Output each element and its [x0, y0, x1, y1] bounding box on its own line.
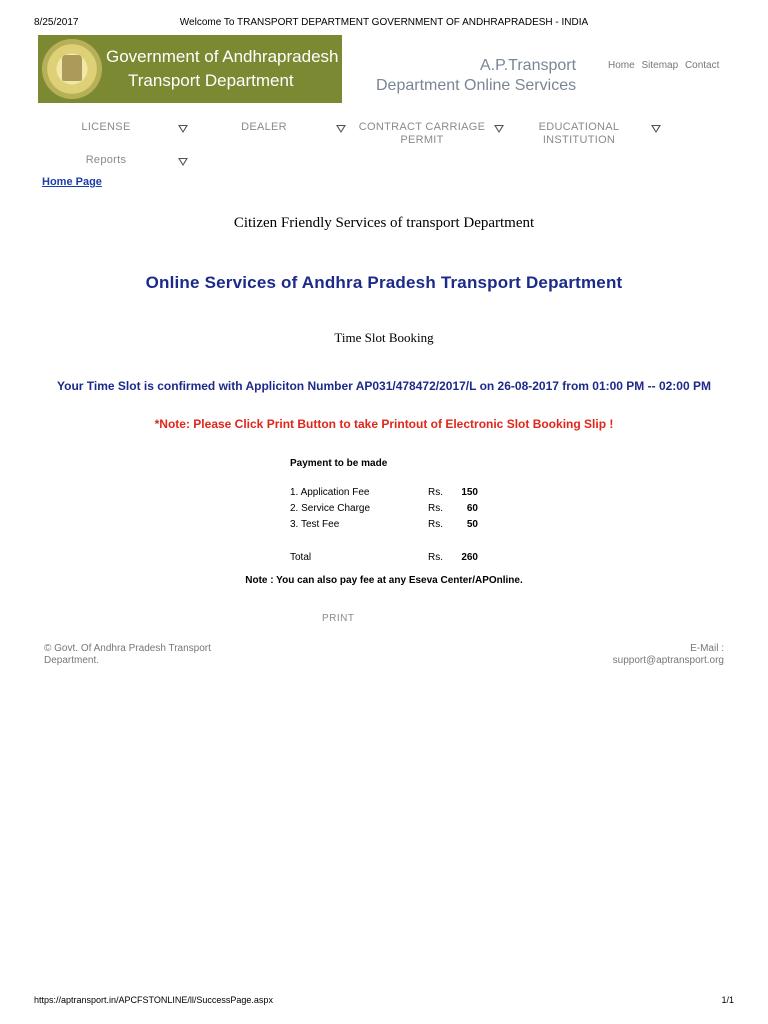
- top-links: [608, 60, 723, 71]
- logo-government-text: Government of Andhrapradesh: [106, 47, 339, 66]
- total-row: [290, 552, 478, 568]
- currency-label: Rs.: [428, 519, 443, 530]
- license-dropdown-icon[interactable]: [178, 125, 188, 133]
- currency-label: Rs.: [428, 487, 443, 498]
- dealer-dropdown-icon[interactable]: [336, 125, 346, 133]
- print-header: [34, 17, 734, 31]
- copyright-text: © Govt. Of Andhra Pradesh Transport Department.: [44, 643, 211, 666]
- slot-confirmation-message: Your Time Slot is confirmed with Appliciton Number AP031/478472/2017/L on 26-08-2017 from 01:00 PM -- 02:00 PM: [57, 379, 711, 393]
- fee-row: [290, 487, 478, 503]
- fee-label: 1. Application Fee: [290, 487, 370, 498]
- educational-institution-dropdown-icon[interactable]: [651, 125, 661, 133]
- print-page-number: 1/1: [721, 995, 734, 1005]
- menu-license[interactable]: LICENSE: [81, 121, 131, 133]
- home-link[interactable]: Home: [608, 60, 635, 71]
- sitemap-link[interactable]: Sitemap: [641, 60, 679, 71]
- time-slot-booking-title: Time Slot Booking: [334, 330, 434, 345]
- print-date: 8/25/2017: [34, 17, 79, 28]
- fee-table: [290, 487, 478, 568]
- online-services-heading: Online Services of Andhra Pradesh Transport Department: [145, 273, 623, 292]
- fee-amount: 50: [466, 519, 478, 530]
- support-email: [524, 643, 724, 667]
- menu-contract-carriage-permit[interactable]: CONTRACT CARRIAGE PERMIT: [358, 121, 486, 146]
- email-address[interactable]: support@aptransport.org: [612, 655, 724, 666]
- state-emblem-icon: [42, 39, 102, 99]
- contract-carriage-dropdown-icon[interactable]: [494, 125, 504, 133]
- logo-department-text: Transport Department: [128, 71, 294, 90]
- site-brand-line1: A.P.Transport: [480, 57, 577, 74]
- menu-educational-institution[interactable]: EDUCATIONAL INSTITUTION: [538, 121, 620, 146]
- department-logo-banner[interactable]: [38, 35, 342, 103]
- fee-amount: 150: [461, 487, 478, 498]
- total-label: Total: [290, 552, 312, 563]
- print-button[interactable]: PRINT: [322, 613, 355, 624]
- breadcrumb-home-page[interactable]: Home Page: [42, 176, 102, 188]
- contact-link[interactable]: Contact: [684, 60, 720, 71]
- fee-row: [290, 519, 478, 535]
- email-label: E-Mail :: [690, 643, 724, 654]
- print-instruction-note: *Note: Please Click Print Button to take Printout of Electronic Slot Booking Slip !: [154, 417, 614, 431]
- currency-label: Rs.: [428, 552, 443, 563]
- fee-row: [290, 503, 478, 519]
- total-amount: 260: [461, 552, 478, 563]
- currency-label: Rs.: [428, 503, 443, 514]
- menu-dealer[interactable]: DEALER: [241, 121, 287, 133]
- eseva-payment-note: Note : You can also pay fee at any Eseva Center/APOnline.: [245, 575, 523, 586]
- reports-dropdown-icon[interactable]: [178, 158, 188, 166]
- citizen-services-heading: Citizen Friendly Services of transport Department: [233, 215, 535, 231]
- payment-title: Payment to be made: [290, 458, 388, 469]
- print-page-title: Welcome To TRANSPORT DEPARTMENT GOVERNMENT OF ANDHRAPRADESH - INDIA: [179, 17, 589, 28]
- fee-amount: 60: [466, 503, 478, 514]
- site-brand-line2: Department Online Services: [376, 77, 577, 94]
- print-page-url: https://aptransport.in/APCFSTONLINE/ll/SuccessPage.aspx: [34, 995, 273, 1005]
- menu-reports[interactable]: Reports: [85, 154, 127, 166]
- fee-label: 2. Service Charge: [290, 503, 371, 514]
- fee-label: 3. Test Fee: [290, 519, 340, 530]
